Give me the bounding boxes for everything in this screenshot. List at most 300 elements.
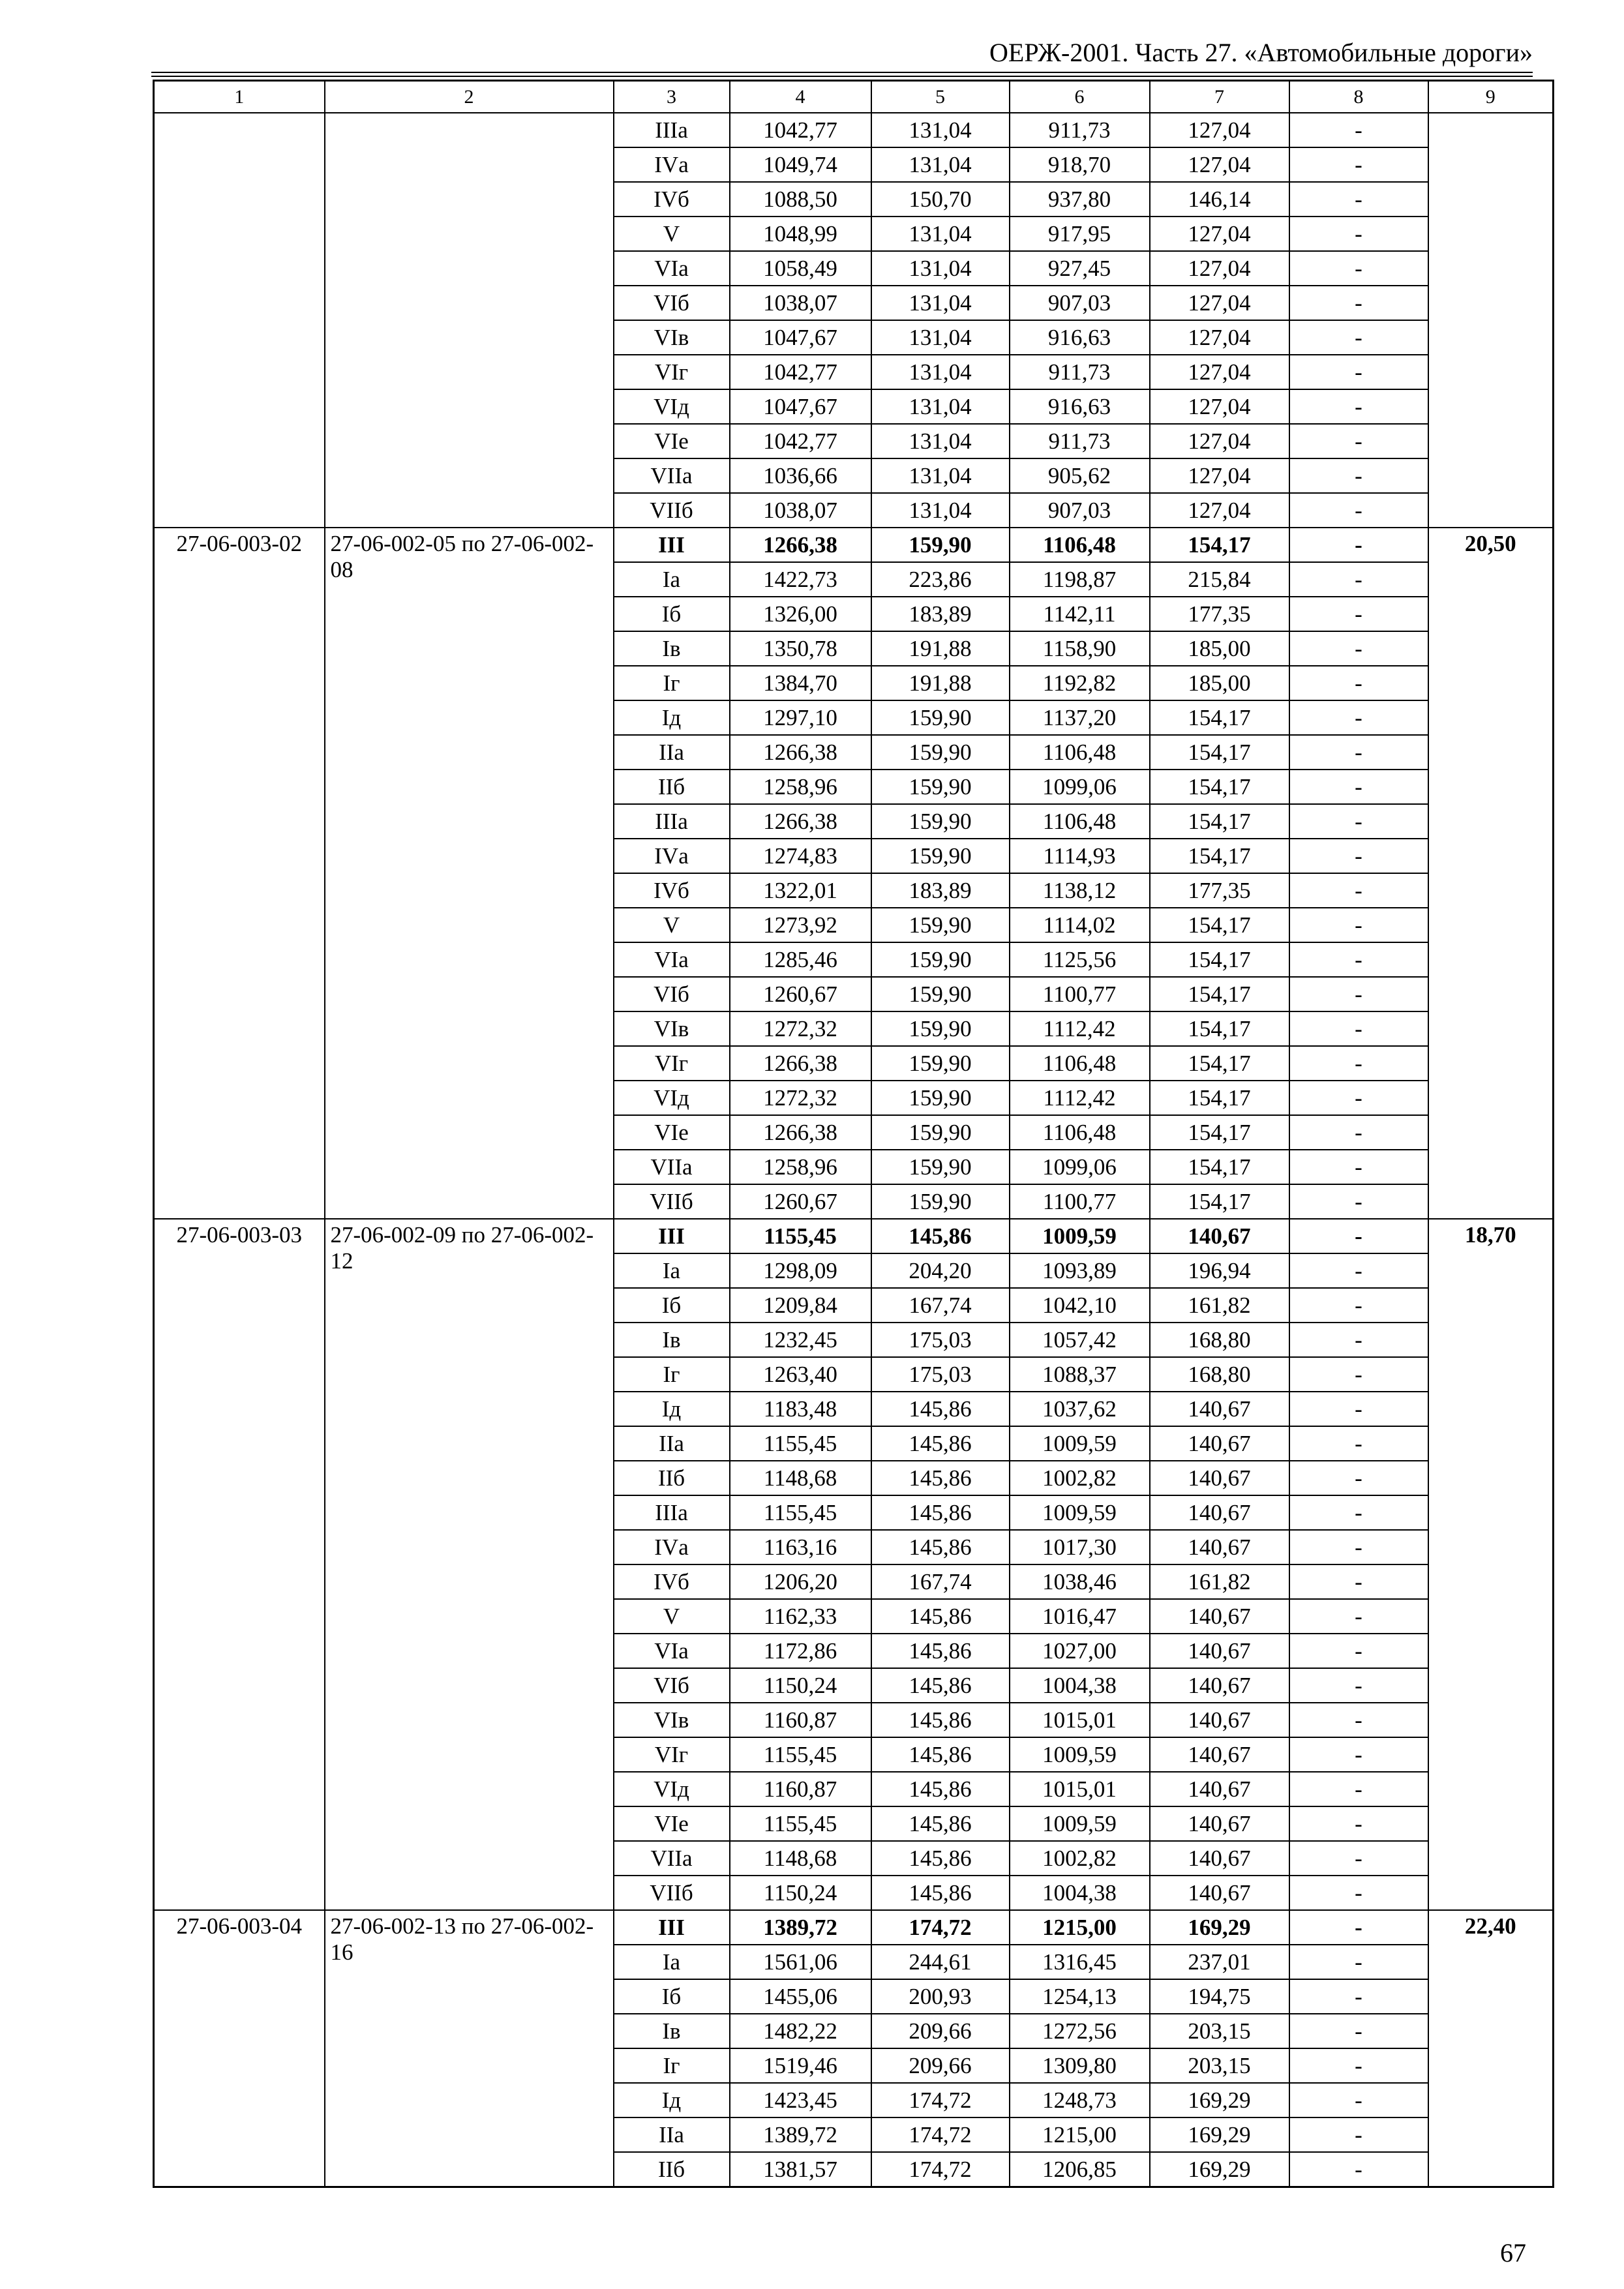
zone-cell: VIIа	[614, 1841, 730, 1876]
total-cost-cell: 1266,38	[730, 1115, 871, 1150]
materials-cell: -	[1289, 1426, 1428, 1461]
column-number-cell: 9	[1428, 81, 1554, 113]
machines-cell: 1206,85	[1010, 2152, 1150, 2187]
zone-cell: IVа	[614, 1530, 730, 1564]
drivers-wages-cell: 140,67	[1150, 1668, 1289, 1703]
total-cost-cell: 1155,45	[730, 1737, 871, 1772]
materials-cell: -	[1289, 1945, 1428, 1979]
drivers-wages-cell: 127,04	[1150, 286, 1289, 320]
zone-cell: VIIа	[614, 458, 730, 493]
wages-cell: 159,90	[871, 839, 1010, 873]
total-cost-cell: 1058,49	[730, 251, 871, 286]
zone-cell: Iд	[614, 700, 730, 735]
total-cost-cell: 1155,45	[730, 1426, 871, 1461]
wages-cell: 145,86	[871, 1668, 1010, 1703]
zone-cell: VIа	[614, 942, 730, 977]
total-cost-cell: 1160,87	[730, 1772, 871, 1806]
total-cost-cell: 1274,83	[730, 839, 871, 873]
column-number-cell: 7	[1150, 81, 1289, 113]
labor-cell	[1428, 113, 1554, 528]
machines-cell: 1158,90	[1010, 631, 1150, 666]
zone-cell: VIб	[614, 977, 730, 1011]
materials-cell: -	[1289, 286, 1428, 320]
total-cost-cell: 1163,16	[730, 1530, 871, 1564]
header-rule-top	[151, 72, 1533, 73]
materials-cell: -	[1289, 217, 1428, 251]
wages-cell: 204,20	[871, 1253, 1010, 1288]
wages-cell: 131,04	[871, 251, 1010, 286]
drivers-wages-cell: 185,00	[1150, 666, 1289, 700]
wages-cell: 167,74	[871, 1288, 1010, 1323]
labor-cell: 20,50	[1428, 528, 1554, 1219]
zone-cell: VIа	[614, 251, 730, 286]
column-number-cell: 6	[1010, 81, 1150, 113]
drivers-wages-cell: 140,67	[1150, 1841, 1289, 1876]
wages-cell: 174,72	[871, 1910, 1010, 1945]
wages-cell: 131,04	[871, 113, 1010, 147]
materials-cell: -	[1289, 839, 1428, 873]
drivers-wages-cell: 154,17	[1150, 700, 1289, 735]
machines-cell: 1004,38	[1010, 1876, 1150, 1910]
total-cost-cell: 1422,73	[730, 562, 871, 597]
wages-cell: 159,90	[871, 942, 1010, 977]
wages-cell: 145,86	[871, 1219, 1010, 1253]
machines-cell: 1215,00	[1010, 2117, 1150, 2152]
wages-cell: 175,03	[871, 1357, 1010, 1392]
materials-cell: -	[1289, 1737, 1428, 1772]
wages-cell: 145,86	[871, 1495, 1010, 1530]
machines-cell: 1100,77	[1010, 977, 1150, 1011]
wages-cell: 145,86	[871, 1392, 1010, 1426]
column-number-cell: 1	[154, 81, 325, 113]
total-cost-cell: 1322,01	[730, 873, 871, 908]
drivers-wages-cell: 169,29	[1150, 2152, 1289, 2187]
machines-cell: 916,63	[1010, 389, 1150, 424]
drivers-wages-cell: 127,04	[1150, 113, 1289, 147]
drivers-wages-cell: 127,04	[1150, 147, 1289, 182]
total-cost-cell: 1381,57	[730, 2152, 871, 2187]
drivers-wages-cell: 140,67	[1150, 1392, 1289, 1426]
machines-cell: 1215,00	[1010, 1910, 1150, 1945]
wages-cell: 191,88	[871, 631, 1010, 666]
total-cost-cell: 1266,38	[730, 735, 871, 770]
zone-cell: Iа	[614, 562, 730, 597]
table-row	[154, 1219, 1554, 1253]
drivers-wages-cell: 127,04	[1150, 458, 1289, 493]
machines-cell: 1137,20	[1010, 700, 1150, 735]
drivers-wages-cell: 127,04	[1150, 424, 1289, 458]
machines-cell: 1114,93	[1010, 839, 1150, 873]
wages-cell: 183,89	[871, 597, 1010, 631]
zone-cell: Iг	[614, 1357, 730, 1392]
column-number-cell: 8	[1289, 81, 1428, 113]
materials-cell: -	[1289, 1530, 1428, 1564]
drivers-wages-cell: 140,67	[1150, 1772, 1289, 1806]
materials-cell: -	[1289, 1599, 1428, 1634]
wages-cell: 159,90	[871, 700, 1010, 735]
materials-cell: -	[1289, 1668, 1428, 1703]
wages-cell: 145,86	[871, 1634, 1010, 1668]
drivers-wages-cell: 237,01	[1150, 1945, 1289, 1979]
zone-cell: IVа	[614, 839, 730, 873]
materials-cell: -	[1289, 147, 1428, 182]
zone-cell: VIв	[614, 1011, 730, 1046]
zone-cell: VIд	[614, 389, 730, 424]
drivers-wages-cell: 154,17	[1150, 1046, 1289, 1081]
drivers-wages-cell: 169,29	[1150, 1910, 1289, 1945]
drivers-wages-cell: 140,67	[1150, 1634, 1289, 1668]
wages-cell: 145,86	[871, 1737, 1010, 1772]
materials-cell: -	[1289, 1979, 1428, 2014]
table-row	[154, 528, 1554, 562]
range-cell: 27-06-002-05 по 27-06-002-08	[325, 528, 614, 1219]
total-cost-cell: 1285,46	[730, 942, 871, 977]
zone-cell: V	[614, 908, 730, 942]
zone-cell: VIг	[614, 1737, 730, 1772]
machines-cell: 1009,59	[1010, 1806, 1150, 1841]
wages-cell: 167,74	[871, 1564, 1010, 1599]
zone-cell: VIе	[614, 1806, 730, 1841]
materials-cell: -	[1289, 1910, 1428, 1945]
materials-cell: -	[1289, 1219, 1428, 1253]
drivers-wages-cell: 161,82	[1150, 1288, 1289, 1323]
materials-cell: -	[1289, 1184, 1428, 1219]
drivers-wages-cell: 154,17	[1150, 770, 1289, 804]
wages-cell: 131,04	[871, 147, 1010, 182]
total-cost-cell: 1047,67	[730, 389, 871, 424]
wages-cell: 174,72	[871, 2152, 1010, 2187]
code-cell: 27-06-003-04	[154, 1910, 325, 2187]
drivers-wages-cell: 127,04	[1150, 251, 1289, 286]
machines-cell: 1093,89	[1010, 1253, 1150, 1288]
machines-cell: 1015,01	[1010, 1703, 1150, 1737]
zone-cell: Iд	[614, 2083, 730, 2117]
zone-cell: VIб	[614, 286, 730, 320]
machines-cell: 1002,82	[1010, 1461, 1150, 1495]
materials-cell: -	[1289, 1323, 1428, 1357]
machines-cell: 1106,48	[1010, 528, 1150, 562]
drivers-wages-cell: 154,17	[1150, 1081, 1289, 1115]
zone-cell: Iд	[614, 1392, 730, 1426]
machines-cell: 1198,87	[1010, 562, 1150, 597]
code-cell: 27-06-003-03	[154, 1219, 325, 1910]
drivers-wages-cell: 140,67	[1150, 1737, 1289, 1772]
wages-cell: 145,86	[871, 1599, 1010, 1634]
wages-cell: 131,04	[871, 355, 1010, 389]
wages-cell: 145,86	[871, 1806, 1010, 1841]
machines-cell: 1125,56	[1010, 942, 1150, 977]
zone-cell: IIIа	[614, 113, 730, 147]
range-cell: 27-06-002-13 по 27-06-002-16	[325, 1910, 614, 2187]
drivers-wages-cell: 168,80	[1150, 1357, 1289, 1392]
zone-cell: Iб	[614, 1979, 730, 2014]
drivers-wages-cell: 169,29	[1150, 2117, 1289, 2152]
page-header	[151, 35, 1533, 77]
materials-cell: -	[1289, 942, 1428, 977]
materials-cell: -	[1289, 1634, 1428, 1668]
materials-cell: -	[1289, 666, 1428, 700]
zone-cell: VIб	[614, 1668, 730, 1703]
materials-cell: -	[1289, 320, 1428, 355]
total-cost-cell: 1232,45	[730, 1323, 871, 1357]
zone-cell: IVб	[614, 873, 730, 908]
machines-cell: 1112,42	[1010, 1011, 1150, 1046]
machines-cell: 917,95	[1010, 217, 1150, 251]
code-cell: 27-06-003-02	[154, 528, 325, 1219]
total-cost-cell: 1561,06	[730, 1945, 871, 1979]
wages-cell: 159,90	[871, 804, 1010, 839]
materials-cell: -	[1289, 1392, 1428, 1426]
total-cost-cell: 1258,96	[730, 770, 871, 804]
wages-cell: 183,89	[871, 873, 1010, 908]
total-cost-cell: 1273,92	[730, 908, 871, 942]
zone-cell: Iа	[614, 1253, 730, 1288]
total-cost-cell: 1350,78	[730, 631, 871, 666]
materials-cell: -	[1289, 355, 1428, 389]
labor-cell: 18,70	[1428, 1219, 1554, 1910]
drivers-wages-cell: 140,67	[1150, 1530, 1289, 1564]
zone-cell: IIа	[614, 1426, 730, 1461]
total-cost-cell: 1209,84	[730, 1288, 871, 1323]
drivers-wages-cell: 127,04	[1150, 389, 1289, 424]
drivers-wages-cell: 146,14	[1150, 182, 1289, 217]
zone-cell: IIIа	[614, 804, 730, 839]
wages-cell: 150,70	[871, 182, 1010, 217]
page-number: 67	[1500, 2238, 1526, 2267]
machines-cell: 937,80	[1010, 182, 1150, 217]
materials-cell: -	[1289, 493, 1428, 528]
materials-cell: -	[1289, 1703, 1428, 1737]
machines-cell: 916,63	[1010, 320, 1150, 355]
drivers-wages-cell: 215,84	[1150, 562, 1289, 597]
materials-cell: -	[1289, 804, 1428, 839]
drivers-wages-cell: 154,17	[1150, 528, 1289, 562]
drivers-wages-cell: 154,17	[1150, 839, 1289, 873]
zone-cell: VIв	[614, 1703, 730, 1737]
zone-cell: Iг	[614, 666, 730, 700]
drivers-wages-cell: 127,04	[1150, 493, 1289, 528]
drivers-wages-cell: 127,04	[1150, 355, 1289, 389]
total-cost-cell: 1298,09	[730, 1253, 871, 1288]
document-title: ОЕРЖ-2001. Часть 27. «Автомобильные дороги»	[989, 38, 1533, 67]
wages-cell: 174,72	[871, 2117, 1010, 2152]
wages-cell: 145,86	[871, 1530, 1010, 1564]
drivers-wages-cell: 154,17	[1150, 1150, 1289, 1184]
drivers-wages-cell: 154,17	[1150, 908, 1289, 942]
machines-cell: 1009,59	[1010, 1426, 1150, 1461]
total-cost-cell: 1160,87	[730, 1703, 871, 1737]
drivers-wages-cell: 140,67	[1150, 1876, 1289, 1910]
zone-cell: VIIа	[614, 1150, 730, 1184]
wages-cell: 159,90	[871, 735, 1010, 770]
machines-cell: 1016,47	[1010, 1599, 1150, 1634]
total-cost-cell: 1048,99	[730, 217, 871, 251]
total-cost-cell: 1272,32	[730, 1011, 871, 1046]
wages-cell: 244,61	[871, 1945, 1010, 1979]
drivers-wages-cell: 168,80	[1150, 1323, 1289, 1357]
materials-cell: -	[1289, 251, 1428, 286]
zone-cell: VIа	[614, 1634, 730, 1668]
machines-cell: 1002,82	[1010, 1841, 1150, 1876]
machines-cell: 1106,48	[1010, 1115, 1150, 1150]
zone-cell: IIб	[614, 1461, 730, 1495]
total-cost-cell: 1047,67	[730, 320, 871, 355]
total-cost-cell: 1155,45	[730, 1219, 871, 1253]
materials-cell: -	[1289, 2117, 1428, 2152]
machines-cell: 907,03	[1010, 286, 1150, 320]
column-number-row	[154, 81, 1554, 113]
machines-cell: 1099,06	[1010, 1150, 1150, 1184]
total-cost-cell: 1266,38	[730, 1046, 871, 1081]
total-cost-cell: 1455,06	[730, 1979, 871, 2014]
zone-cell: Iв	[614, 1323, 730, 1357]
machines-cell: 1192,82	[1010, 666, 1150, 700]
zone-cell: III	[614, 1219, 730, 1253]
total-cost-cell: 1042,77	[730, 113, 871, 147]
materials-cell: -	[1289, 389, 1428, 424]
materials-cell: -	[1289, 1357, 1428, 1392]
machines-cell: 1009,59	[1010, 1737, 1150, 1772]
materials-cell: -	[1289, 1495, 1428, 1530]
materials-cell: -	[1289, 908, 1428, 942]
machines-cell: 1309,80	[1010, 2048, 1150, 2083]
code-cell	[154, 113, 325, 528]
total-cost-cell: 1172,86	[730, 1634, 871, 1668]
drivers-wages-cell: 140,67	[1150, 1599, 1289, 1634]
total-cost-cell: 1326,00	[730, 597, 871, 631]
wages-cell: 159,90	[871, 1115, 1010, 1150]
wages-cell: 175,03	[871, 1323, 1010, 1357]
drivers-wages-cell: 154,17	[1150, 1011, 1289, 1046]
zone-cell: IIа	[614, 735, 730, 770]
total-cost-cell: 1389,72	[730, 1910, 871, 1945]
drivers-wages-cell: 127,04	[1150, 217, 1289, 251]
machines-cell: 911,73	[1010, 424, 1150, 458]
table-row	[154, 1910, 1554, 1945]
wages-cell: 145,86	[871, 1461, 1010, 1495]
drivers-wages-cell: 140,67	[1150, 1703, 1289, 1737]
wages-cell: 159,90	[871, 528, 1010, 562]
zone-cell: Iг	[614, 2048, 730, 2083]
materials-cell: -	[1289, 1150, 1428, 1184]
zone-cell: IIа	[614, 2117, 730, 2152]
machines-cell: 911,73	[1010, 355, 1150, 389]
column-number-cell: 2	[325, 81, 614, 113]
total-cost-cell: 1263,40	[730, 1357, 871, 1392]
column-number-cell: 5	[871, 81, 1010, 113]
total-cost-cell: 1038,07	[730, 493, 871, 528]
total-cost-cell: 1297,10	[730, 700, 871, 735]
materials-cell: -	[1289, 1806, 1428, 1841]
wages-cell: 131,04	[871, 217, 1010, 251]
machines-cell: 1042,10	[1010, 1288, 1150, 1323]
machines-cell: 1138,12	[1010, 873, 1150, 908]
total-cost-cell: 1150,24	[730, 1668, 871, 1703]
zone-cell: VIIб	[614, 493, 730, 528]
total-cost-cell: 1162,33	[730, 1599, 871, 1634]
materials-cell: -	[1289, 770, 1428, 804]
range-cell	[325, 113, 614, 528]
total-cost-cell: 1519,46	[730, 2048, 871, 2083]
wages-cell: 145,86	[871, 1876, 1010, 1910]
machines-cell: 1017,30	[1010, 1530, 1150, 1564]
wages-cell: 131,04	[871, 493, 1010, 528]
zone-cell: VIIб	[614, 1184, 730, 1219]
drivers-wages-cell: 203,15	[1150, 2014, 1289, 2048]
materials-cell: -	[1289, 1564, 1428, 1599]
total-cost-cell: 1148,68	[730, 1461, 871, 1495]
zone-cell: VIг	[614, 1046, 730, 1081]
total-cost-cell: 1266,38	[730, 804, 871, 839]
machines-cell: 1112,42	[1010, 1081, 1150, 1115]
zone-cell: VIд	[614, 1081, 730, 1115]
machines-cell: 918,70	[1010, 147, 1150, 182]
materials-cell: -	[1289, 1461, 1428, 1495]
materials-cell: -	[1289, 424, 1428, 458]
drivers-wages-cell: 154,17	[1150, 1184, 1289, 1219]
machines-cell: 1015,01	[1010, 1772, 1150, 1806]
total-cost-cell: 1155,45	[730, 1806, 871, 1841]
zone-cell: Iб	[614, 597, 730, 631]
machines-cell: 1009,59	[1010, 1495, 1150, 1530]
wages-cell: 131,04	[871, 424, 1010, 458]
materials-cell: -	[1289, 113, 1428, 147]
machines-cell: 927,45	[1010, 251, 1150, 286]
materials-cell: -	[1289, 700, 1428, 735]
machines-cell: 905,62	[1010, 458, 1150, 493]
materials-cell: -	[1289, 1288, 1428, 1323]
zone-cell: IVа	[614, 147, 730, 182]
drivers-wages-cell: 185,00	[1150, 631, 1289, 666]
machines-cell: 1088,37	[1010, 1357, 1150, 1392]
zone-cell: V	[614, 217, 730, 251]
total-cost-cell: 1148,68	[730, 1841, 871, 1876]
total-cost-cell: 1049,74	[730, 147, 871, 182]
materials-cell: -	[1289, 1115, 1428, 1150]
zone-cell: IVб	[614, 182, 730, 217]
total-cost-cell: 1036,66	[730, 458, 871, 493]
materials-cell: -	[1289, 1046, 1428, 1081]
materials-cell: -	[1289, 735, 1428, 770]
machines-cell: 1057,42	[1010, 1323, 1150, 1357]
machines-cell: 1037,62	[1010, 1392, 1150, 1426]
wages-cell: 159,90	[871, 1184, 1010, 1219]
drivers-wages-cell: 154,17	[1150, 804, 1289, 839]
range-cell: 27-06-002-09 по 27-06-002-12	[325, 1219, 614, 1910]
machines-cell: 1009,59	[1010, 1219, 1150, 1253]
wages-cell: 223,86	[871, 562, 1010, 597]
total-cost-cell: 1482,22	[730, 2014, 871, 2048]
drivers-wages-cell: 154,17	[1150, 735, 1289, 770]
machines-cell: 1038,46	[1010, 1564, 1150, 1599]
drivers-wages-cell: 169,29	[1150, 2083, 1289, 2117]
drivers-wages-cell: 203,15	[1150, 2048, 1289, 2083]
wages-cell: 159,90	[871, 908, 1010, 942]
zone-cell: VIе	[614, 1115, 730, 1150]
rates-table	[153, 80, 1554, 2188]
zone-cell: VIв	[614, 320, 730, 355]
zone-cell: VIг	[614, 355, 730, 389]
wages-cell: 209,66	[871, 2014, 1010, 2048]
wages-cell: 131,04	[871, 320, 1010, 355]
zone-cell: Iа	[614, 1945, 730, 1979]
wages-cell: 159,90	[871, 1150, 1010, 1184]
wages-cell: 191,88	[871, 666, 1010, 700]
drivers-wages-cell: 154,17	[1150, 977, 1289, 1011]
drivers-wages-cell: 196,94	[1150, 1253, 1289, 1288]
drivers-wages-cell: 140,67	[1150, 1495, 1289, 1530]
materials-cell: -	[1289, 1841, 1428, 1876]
